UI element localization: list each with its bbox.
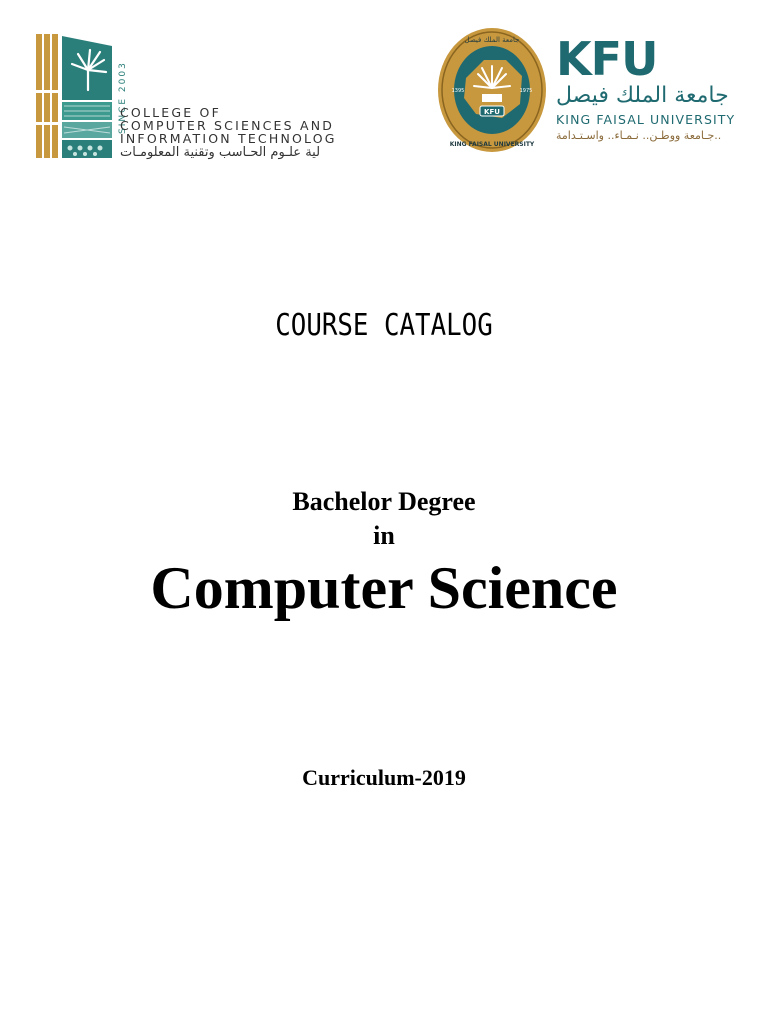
college-since-label: SINCE 2003 <box>118 61 128 134</box>
kfu-seal-right-date: 1975 <box>519 88 533 94</box>
program-name: Computer Science <box>150 555 618 621</box>
kfu-wordmark <box>556 32 746 156</box>
catalog-title: COURSE CATALOG <box>275 308 493 343</box>
college-name <box>120 106 440 159</box>
college-emblem-icon <box>34 30 116 162</box>
college-logo <box>34 30 434 165</box>
college-name-arabic: لية علـوم الحـاسب وتقنية المعلومـات <box>120 145 321 160</box>
kfu-seal-ring-english: KING FAISAL UNIVERSITY <box>449 141 535 148</box>
college-name-line-3: INFORMATION TECHNOLOG <box>120 131 337 146</box>
kfu-tagline: جـامعة ووطـن.. نـمـاء.. واسـتـدامة.. <box>556 129 722 142</box>
kfu-seal-ring-arabic: جامعة الملك فيصل <box>464 36 520 44</box>
degree-connector: in <box>373 521 395 550</box>
college-name-line-1: COLLEGE OF <box>120 105 221 120</box>
kfu-name-arabic: جامعة الملك فيصل <box>556 83 729 108</box>
kfu-abbreviation: KFU <box>556 32 658 86</box>
kfu-seal-left-date: 1395 <box>451 88 465 94</box>
kfu-name-english: KING FAISAL UNIVERSITY <box>556 112 736 127</box>
curriculum-label: Curriculum-2019 <box>302 765 466 790</box>
college-name-line-2: COMPUTER SCIENCES AND <box>120 118 335 133</box>
degree-line: Bachelor Degree <box>292 487 476 516</box>
kfu-seal-icon <box>436 26 548 154</box>
kfu-seal-center-text: KFU <box>484 108 500 116</box>
